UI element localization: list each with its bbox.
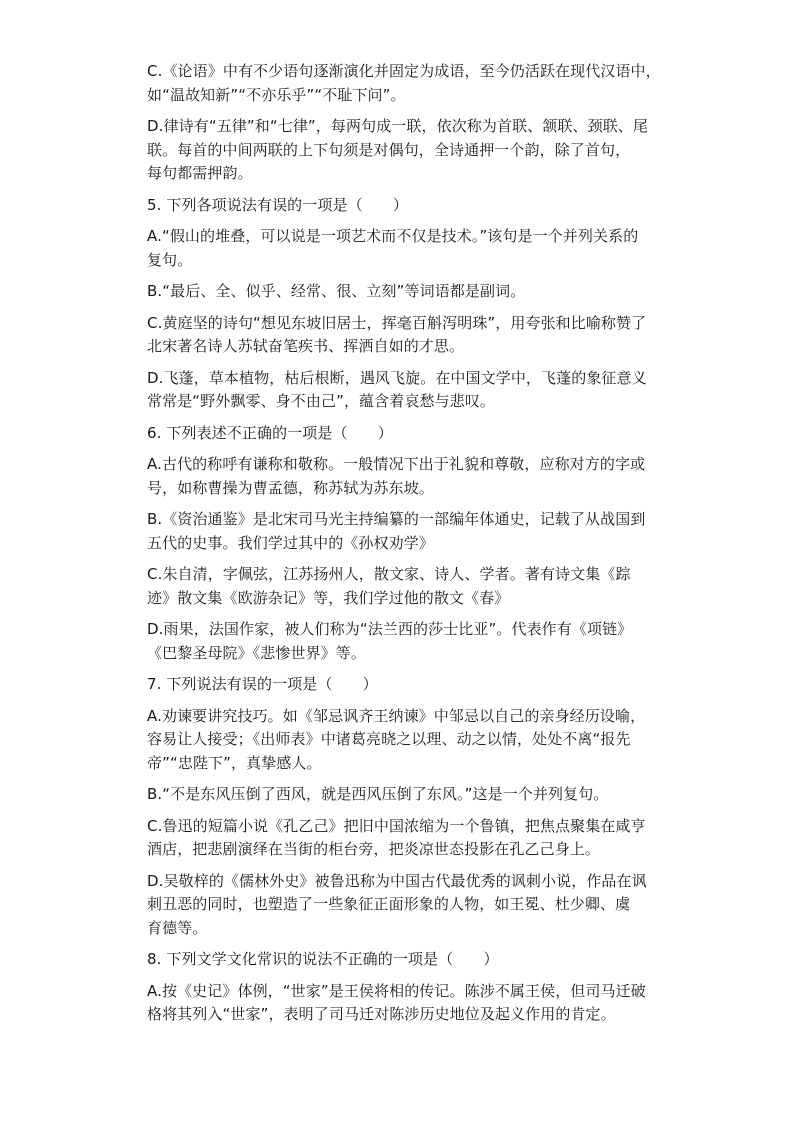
- text-line: 迹》散文集《欧游杂记》等，我们学过他的散文《春》: [147, 588, 510, 607]
- answer-option: [147, 115, 694, 186]
- text-line: 8. 下列文学文化常识的说法不正确的一项是（ ）: [147, 950, 499, 968]
- answer-option: [147, 225, 694, 272]
- text-line: 酒店，把悲剧演绎在当街的柜台旁，把炎凉世态投影在孔乙己身上。: [147, 840, 601, 858]
- text-line: 联。每首的中间两联的上下句须是对偶句，全诗通押一个韵，除了首句，: [147, 140, 631, 159]
- text-line: 5. 下列各项说法有误的一项是（ ）: [147, 195, 408, 214]
- text-line: 北宋著名诗人苏轼奋笔疾书、挥洒自如的才思。: [147, 337, 465, 355]
- answer-option: [147, 280, 694, 304]
- answer-option: [147, 870, 694, 941]
- text-line: D.律诗有“五律”和“七律”，每两句成一联，依次称为首联、颔联、颈联、尾: [147, 117, 649, 135]
- text-line: A.古代的称呼有谦称和敬称。一般情况下出于礼貌和尊敬，应称对方的字或: [147, 455, 646, 473]
- text-line: C.朱自清，字佩弦，江苏扬州人，散文家、诗人、学者。著有诗文集《踪: [147, 565, 631, 583]
- text-line: 每句都需押韵。: [147, 164, 253, 182]
- answer-option: [147, 783, 694, 807]
- text-line: 复句。: [147, 250, 193, 269]
- text-line: 7. 下列说法有误的一项是（ ）: [147, 675, 378, 693]
- text-line: A.按《史记》体例，“世家”是王侯将相的传记。陈涉不属王侯，但司马迁破: [147, 981, 646, 1000]
- answer-option: [147, 508, 694, 555]
- text-line: C.《论语》中有不少语句逐渐演化并固定为成语，至今仍活跃在现代汉语中，: [147, 62, 661, 80]
- question-stem: [147, 422, 694, 446]
- answer-option: [147, 60, 694, 107]
- answer-option: [147, 815, 694, 862]
- text-line: C.鲁迅的短篇小说《孔乙己》把旧中国浓缩为一个鲁镇，把焦点聚集在咸亨: [147, 816, 646, 835]
- text-line: B.“不是东风压倒了西风，就是西风压倒了东风。”这是一个并列复句。: [147, 785, 609, 803]
- text-line: C.黄庭坚的诗句“想见东坡旧居士，挥毫百斛泻明珠”，用夸张和比喻称赞了: [147, 313, 647, 332]
- question-stem: [147, 948, 694, 972]
- text-line: 《巴黎圣母院》《悲惨世界》等。: [147, 643, 367, 662]
- text-line: 如“温故知新”“不亦乐乎”“不耻下问”。: [147, 85, 406, 104]
- text-line: 号，如称曹操为曹孟德，称苏轼为苏东坡。: [147, 478, 434, 497]
- text-line: B.“最后、全、似乎、经常、很、立刻”等词语都是副词。: [147, 282, 526, 300]
- text-line: 刺丑恶的同时，也塑造了一些象征正面形象的人物，如王冕、杜少卿、虞: [147, 895, 631, 913]
- text-line: A.劝谏要讲究技巧。如《邹忌讽齐王纳谏》中邹忌以自己的亲身经历设喻，: [147, 706, 646, 725]
- question-stem: [147, 673, 694, 697]
- answer-option: [147, 367, 694, 414]
- answer-option: [147, 618, 694, 665]
- text-line: 育德等。: [147, 918, 208, 937]
- answer-option: [147, 453, 694, 500]
- text-line: D.飞蓬，草本植物，枯后根断，遇风飞旋。在中国文学中，飞蓬的象征意义: [147, 368, 647, 387]
- text-line: B.《资治通鉴》是北宋司马光主持编纂的一部编年体通史，记载了从战国到: [147, 510, 646, 528]
- answer-option: [147, 312, 694, 359]
- answer-option: [147, 705, 694, 776]
- text-line: 帝”“忠陛下”，真挚感人。: [147, 753, 322, 772]
- text-line: 五代的史事。我们学过其中的《孙权劝学》: [147, 533, 434, 552]
- text-line: A.“假山的堆叠，可以说是一项艺术而不仅是技术。”该句是一个并列关系的: [147, 227, 639, 245]
- text-line: D.吴敬梓的《儒林外史》被鲁迅称为中国古代最优秀的讽刺小说，作品在讽: [147, 871, 647, 890]
- answer-option: [147, 980, 694, 1027]
- text-line: 格将其列入“世家”，表明了司马迁对陈涉历史地位及起义作用的肯定。: [147, 1005, 616, 1023]
- answer-option: [147, 563, 694, 610]
- text-line: 容易让人接受；《出师表》中诸葛亮晓之以理、动之以情，处处不离“报先: [147, 730, 631, 748]
- text-line: D.雨果，法国作家，被人们称为“法兰西的莎士比亚”。代表作有《项链》: [147, 620, 633, 638]
- text-line: 6. 下列表述不正确的一项是（ ）: [147, 423, 393, 442]
- text-line: 常常是“野外飘零、身不由己”，蕴含着哀愁与悲叹。: [147, 392, 495, 410]
- question-stem: [147, 194, 694, 218]
